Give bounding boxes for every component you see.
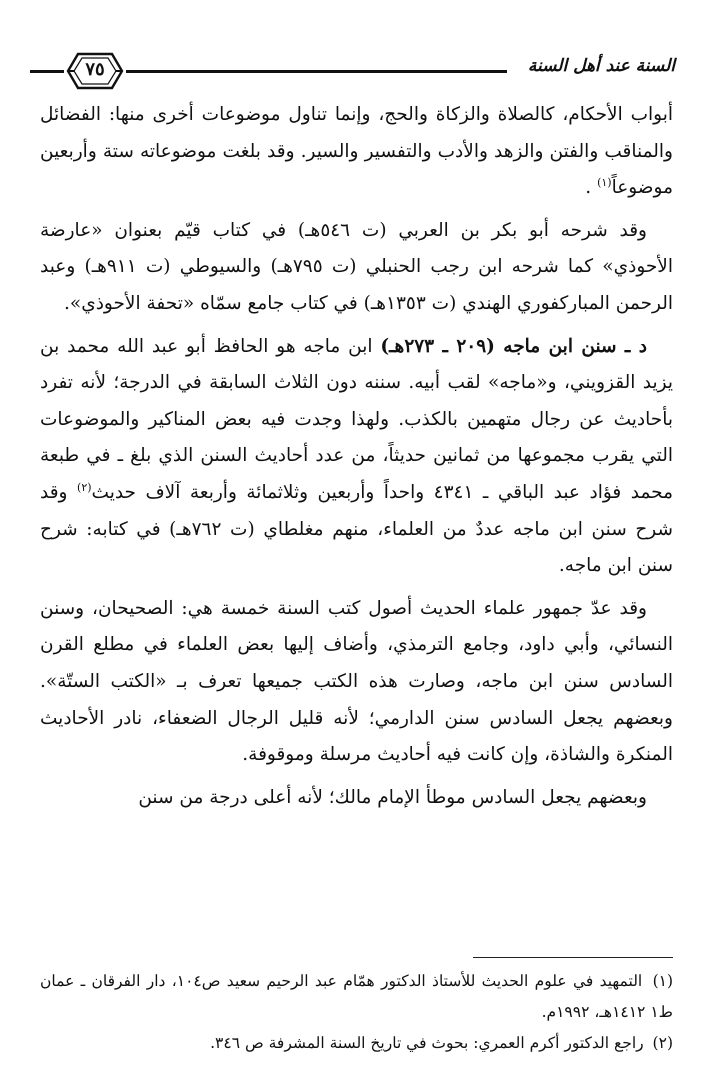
page-number-badge — [66, 52, 124, 90]
main-text — [40, 97, 673, 816]
paragraph-2-text: وقد شرحه أبو بكر بن العربي (ت ٥٤٦هـ) في كتاب قيّم بعنوان «عارضة الأحوذي» كما شرحه ابن رجب الحنبلي (ت ٧٩٥هـ) والسيوطي (ت ٩١١هـ) وعبد الرحمن المباركفوري الهندي (ت ١٣٥٣هـ) في كتاب جامع سمّاه «تحفة الأحوذي». — [40, 219, 673, 314]
header-rule-left — [30, 70, 64, 73]
paragraph-4 — [40, 591, 673, 774]
header-rule-right — [126, 70, 507, 73]
footnote-2 — [40, 1028, 673, 1059]
footnotes — [40, 966, 673, 1059]
paragraph-3 — [40, 329, 673, 585]
footnote-1-number: (١) — [652, 972, 674, 990]
paragraph-2 — [40, 213, 673, 323]
footnote-separator — [473, 957, 673, 958]
footnote-2-number: (٢) — [652, 1034, 673, 1052]
paragraph-1-tail: . — [585, 177, 592, 199]
paragraph-1 — [40, 97, 673, 207]
paragraph-4-text: وقد عدّ جمهور علماء الحديث أصول كتب السنة خمسة هي: الصحيحان، وسنن النسائي، وأبي داود، وجامع الترمذي، وأضاف إليها بعض العلماء في مطلع القرن السادس سنن ابن ماجه، وصارت هذه الكتب جميعها تعرف بـ «الكتب الستّة». وبعضهم يجعل السادس سنن الدارمي؛ لأنه قليل الرجال الضعفاء، نادر الأحاديث المنكرة والشاذة، وإن كانت فيه أحاديث مرسلة وموقوفة. — [40, 597, 673, 766]
page-header — [30, 52, 675, 92]
paragraph-5 — [40, 780, 673, 817]
page-number: ٧٥ — [85, 59, 105, 80]
footnote-ref-2[interactable]: (٢) — [77, 480, 92, 494]
footnote-1 — [40, 966, 673, 1028]
paragraph-3-text: ابن ماجه هو الحافظ أبو عبد الله محمد بن يزيد القزويني، و«ماجه» لقب أبيه. سننه دون الثلاث السابقة في الدرجة؛ لأنه تفرد بأحاديث عن رجال متهمين بالكذب. ولهذا وجدت فيه بعض المناكير والموضوعات التي يقرب مجموعها من ثمانين حديثاً، من عدد أحاديث السنن الذي بلغ ـ في طبعة محمد فؤاد عبد الباقي ـ ٤٣٤١ واحداً وأربعين وثلاثمائة وأربعة آلاف حديث — [40, 335, 673, 503]
footnote-2-text: راجع الدكتور أكرم العمري: بحوث في تاريخ السنة المشرفة ص ٣٤٦. — [210, 1034, 644, 1052]
section-heading-ibn-majah: د ـ سنن ابن ماجه (٢٠٩ ـ ٢٧٣هـ) — [380, 335, 647, 357]
paragraph-1-text: أبواب الأحكام، كالصلاة والزكاة والحج، وإنما تناول موضوعات أخرى منها: الفضائل والمناقب والفتن والزهد والأدب والتفسير والسير. وقد بلغت موضوعاته ستة وأربعين موضوعاً — [40, 104, 673, 199]
footnote-1-text: التمهيد في علوم الحديث للأستاذ الدكتور همّام عبد الرحيم سعيد ص١٠٤، دار الفرقان ـ عمان ط١ ١٤١٢هـ، ١٩٩٢م. — [40, 972, 673, 1021]
running-title: السنة عند أهل السنة — [527, 56, 675, 76]
paragraph-3-text-cont: وقد شرح سنن ابن ماجه عددٌ من العلماء، منهم مغلطاي (ت ٧٦٢هـ) في كتابه: شرح سنن ابن ماجه. — [40, 481, 674, 577]
paragraph-5-text: وبعضهم يجعل السادس موطأ الإمام مالك؛ لأنه أعلى درجة من سنن — [138, 786, 647, 808]
footnote-ref-1[interactable]: (١) — [597, 176, 612, 190]
